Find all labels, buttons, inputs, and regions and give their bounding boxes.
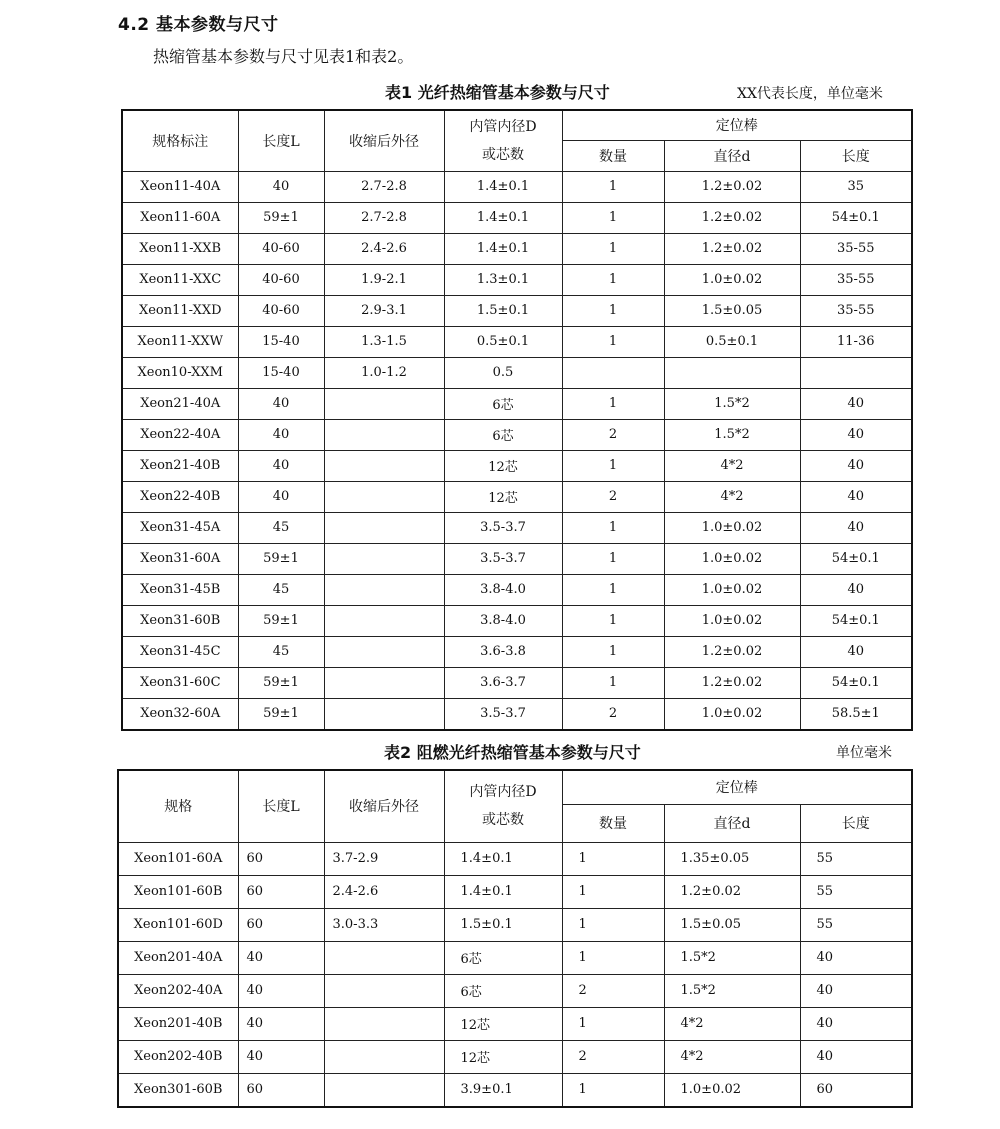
table1-cell-rod-length: 40 xyxy=(800,574,912,605)
table2-cell-inner-diameter: 1.4±0.1 xyxy=(444,842,562,875)
table1-cell-rod-diameter: 4*2 xyxy=(664,481,800,512)
table2-cell-inner-diameter: 6芯 xyxy=(444,941,562,974)
table1-cell-rod-qty: 2 xyxy=(562,698,664,730)
table1-cell-inner-diameter: 3.5-3.7 xyxy=(444,543,562,574)
table1-cell-rod-length: 40 xyxy=(800,419,912,450)
table1-cell-rod-length: 40 xyxy=(800,636,912,667)
table2-cell-outer-diameter xyxy=(324,1073,444,1107)
table1-cell-length: 40-60 xyxy=(238,295,324,326)
table1-cell-rod-diameter: 1.5*2 xyxy=(664,419,800,450)
table1-cell-outer-diameter: 2.7-2.8 xyxy=(324,171,444,202)
table1-cell-inner-diameter: 0.5±0.1 xyxy=(444,326,562,357)
table1-cell-length: 40 xyxy=(238,171,324,202)
table1-cell-length: 40 xyxy=(238,450,324,481)
table1-cell-rod-diameter xyxy=(664,357,800,388)
table1-cell-rod-diameter: 1.0±0.02 xyxy=(664,574,800,605)
table2-header-qty: 数量 xyxy=(562,804,664,842)
table1-row xyxy=(122,419,912,450)
table2-cell-length: 60 xyxy=(238,1073,324,1107)
table1-cell-rod-qty: 1 xyxy=(562,264,664,295)
table1-cell-length: 40-60 xyxy=(238,264,324,295)
table1-cell-spec: Xeon22-40B xyxy=(122,481,238,512)
table1-cell-rod-diameter: 1.2±0.02 xyxy=(664,202,800,233)
table2-cell-inner-diameter: 1.4±0.1 xyxy=(444,875,562,908)
table1-cell-length: 15-40 xyxy=(238,357,324,388)
table2-cell-spec: Xeon202-40A xyxy=(118,974,238,1007)
table1-cell-rod-qty: 1 xyxy=(562,326,664,357)
table1-row xyxy=(122,295,912,326)
table2-row xyxy=(118,842,912,875)
table1-cell-outer-diameter xyxy=(324,481,444,512)
table1-cell-outer-diameter xyxy=(324,512,444,543)
table2-row xyxy=(118,974,912,1007)
table1-cell-rod-qty: 2 xyxy=(562,481,664,512)
table1-header-spec: 规格标注 xyxy=(122,110,238,171)
table2-header-diameter: 直径d xyxy=(664,804,800,842)
table1-cell-rod-length: 35 xyxy=(800,171,912,202)
table2-row xyxy=(118,1073,912,1107)
table1-cell-rod-qty: 1 xyxy=(562,574,664,605)
table1-cell-rod-diameter: 1.0±0.02 xyxy=(664,605,800,636)
table2-unit-note: 单位毫米 xyxy=(836,745,892,761)
table1-header-length: 长度L xyxy=(238,110,324,171)
table1-cell-spec: Xeon31-45C xyxy=(122,636,238,667)
table2-cell-length: 40 xyxy=(238,941,324,974)
table2-cell-rod-length: 55 xyxy=(800,908,912,941)
table1-cell-length: 40 xyxy=(238,388,324,419)
table1-cell-inner-diameter: 3.8-4.0 xyxy=(444,574,562,605)
table1-header-diameter: 直径d xyxy=(664,140,800,171)
table2-row xyxy=(118,1007,912,1040)
table2-cell-rod-length: 55 xyxy=(800,842,912,875)
table1-header-qty: 数量 xyxy=(562,140,664,171)
table1-cell-rod-length: 35-55 xyxy=(800,233,912,264)
table1-header-outer-diameter-text: 收缩后外径 xyxy=(349,133,419,150)
table1-cell-rod-qty xyxy=(562,357,664,388)
table1-cell-length: 45 xyxy=(238,512,324,543)
table2-cell-length: 40 xyxy=(238,1007,324,1040)
table1-row xyxy=(122,512,912,543)
table1-cell-rod-length: 54±0.1 xyxy=(800,605,912,636)
table1-row xyxy=(122,171,912,202)
table1-cell-rod-length: 54±0.1 xyxy=(800,667,912,698)
table2-title: 表2 阻燃光纤热缩管基本参数与尺寸 xyxy=(384,743,641,762)
table1-cell-outer-diameter xyxy=(324,543,444,574)
table1-cell-length: 40 xyxy=(238,419,324,450)
section-heading: 4.2 基本参数与尺寸 xyxy=(118,15,279,35)
table1-row xyxy=(122,543,912,574)
table2-header-outer-diameter: 收缩后外径 xyxy=(324,770,444,842)
table1-cell-inner-diameter: 3.6-3.8 xyxy=(444,636,562,667)
table1-cell-rod-length: 54±0.1 xyxy=(800,543,912,574)
table1-cell-rod-length: 40 xyxy=(800,450,912,481)
table1-row xyxy=(122,388,912,419)
table1-cell-length: 45 xyxy=(238,636,324,667)
table1-row xyxy=(122,574,912,605)
table1-body xyxy=(122,171,912,730)
table1-cell-spec: Xeon11-XXD xyxy=(122,295,238,326)
table2-header-inner-line1: 内管内径D xyxy=(469,784,537,801)
table1-cell-outer-diameter xyxy=(324,605,444,636)
table1-cell-outer-diameter: 1.3-1.5 xyxy=(324,326,444,357)
table2-header-inner-diameter xyxy=(444,770,562,842)
table2-cell-rod-qty: 1 xyxy=(562,908,664,941)
table2-cell-spec: Xeon301-60B xyxy=(118,1073,238,1107)
table2-header-inner-line2: 或芯数 xyxy=(482,812,524,829)
table1-row xyxy=(122,667,912,698)
table2-cell-spec: Xeon101-60B xyxy=(118,875,238,908)
table2-cell-rod-length: 40 xyxy=(800,1040,912,1073)
table2-cell-rod-length: 40 xyxy=(800,974,912,1007)
table1-cell-spec: Xeon21-40B xyxy=(122,450,238,481)
table1-cell-rod-qty: 1 xyxy=(562,450,664,481)
table2-row xyxy=(118,875,912,908)
table2-cell-outer-diameter xyxy=(324,1040,444,1073)
table1-cell-rod-length: 11-36 xyxy=(800,326,912,357)
table1-cell-inner-diameter: 1.5±0.1 xyxy=(444,295,562,326)
table2-cell-rod-length: 55 xyxy=(800,875,912,908)
table1-row xyxy=(122,481,912,512)
table2-cell-rod-diameter: 1.5*2 xyxy=(664,941,800,974)
table1-cell-outer-diameter xyxy=(324,574,444,605)
table1-cell-rod-diameter: 0.5±0.1 xyxy=(664,326,800,357)
table1-cell-rod-qty: 1 xyxy=(562,667,664,698)
table1-cell-outer-diameter xyxy=(324,419,444,450)
table2-cell-spec: Xeon101-60A xyxy=(118,842,238,875)
table1-cell-inner-diameter: 0.5 xyxy=(444,357,562,388)
table2-cell-rod-qty: 1 xyxy=(562,941,664,974)
table1-cell-rod-length: 54±0.1 xyxy=(800,202,912,233)
table1-cell-rod-length: 40 xyxy=(800,481,912,512)
table2-cell-rod-qty: 1 xyxy=(562,1007,664,1040)
table2-header-spec: 规格 xyxy=(118,770,238,842)
table1-cell-inner-diameter: 6芯 xyxy=(444,419,562,450)
table1-cell-inner-diameter: 6芯 xyxy=(444,388,562,419)
table1-cell-outer-diameter: 2.7-2.8 xyxy=(324,202,444,233)
table1 xyxy=(121,109,913,731)
table1-cell-spec: Xeon31-45B xyxy=(122,574,238,605)
table1-cell-outer-diameter xyxy=(324,636,444,667)
table1-cell-rod-diameter: 1.0±0.02 xyxy=(664,512,800,543)
table1-cell-rod-diameter: 1.5±0.05 xyxy=(664,295,800,326)
table1-row xyxy=(122,264,912,295)
table1-cell-spec: Xeon11-40A xyxy=(122,171,238,202)
table2-cell-length: 60 xyxy=(238,842,324,875)
table1-cell-inner-diameter: 1.4±0.1 xyxy=(444,233,562,264)
table1-cell-spec: Xeon21-40A xyxy=(122,388,238,419)
table2-row xyxy=(118,941,912,974)
table2-cell-rod-diameter: 4*2 xyxy=(664,1007,800,1040)
table2-cell-inner-diameter: 3.9±0.1 xyxy=(444,1073,562,1107)
table2-cell-length: 40 xyxy=(238,1040,324,1073)
table2-header-rod: 定位棒 xyxy=(562,770,912,804)
table2-cell-inner-diameter: 12芯 xyxy=(444,1007,562,1040)
table1-cell-rod-length: 40 xyxy=(800,388,912,419)
table1-row xyxy=(122,326,912,357)
table2-cell-length: 40 xyxy=(238,974,324,1007)
table1-cell-inner-diameter: 1.3±0.1 xyxy=(444,264,562,295)
table1-cell-inner-diameter: 3.6-3.7 xyxy=(444,667,562,698)
table2-cell-rod-qty: 2 xyxy=(562,1040,664,1073)
table1-cell-rod-qty: 2 xyxy=(562,419,664,450)
table2-cell-outer-diameter xyxy=(324,941,444,974)
table1-cell-length: 59±1 xyxy=(238,605,324,636)
table2-cell-inner-diameter: 12芯 xyxy=(444,1040,562,1073)
table1-cell-spec: Xeon31-45A xyxy=(122,512,238,543)
table1-row xyxy=(122,698,912,730)
table1-cell-outer-diameter: 1.0-1.2 xyxy=(324,357,444,388)
table1-cell-rod-qty: 1 xyxy=(562,512,664,543)
table2-header-length: 长度L xyxy=(238,770,324,842)
table2-cell-rod-diameter: 4*2 xyxy=(664,1040,800,1073)
table1-cell-outer-diameter xyxy=(324,450,444,481)
table1-cell-rod-qty: 1 xyxy=(562,202,664,233)
table2-cell-rod-length: 40 xyxy=(800,1007,912,1040)
table1-cell-spec: Xeon11-XXB xyxy=(122,233,238,264)
table1-cell-inner-diameter: 12芯 xyxy=(444,481,562,512)
table1-cell-rod-length: 40 xyxy=(800,512,912,543)
table1-cell-inner-diameter: 3.5-3.7 xyxy=(444,698,562,730)
table2-cell-spec: Xeon201-40A xyxy=(118,941,238,974)
table1-cell-outer-diameter xyxy=(324,667,444,698)
table1-cell-length: 15-40 xyxy=(238,326,324,357)
table1-cell-spec: Xeon11-XXW xyxy=(122,326,238,357)
table1-cell-rod-diameter: 1.0±0.02 xyxy=(664,264,800,295)
table1-cell-length: 40-60 xyxy=(238,233,324,264)
table1-cell-spec: Xeon11-60A xyxy=(122,202,238,233)
table2-header-rod-length: 长度 xyxy=(800,804,912,842)
table2-cell-rod-length: 40 xyxy=(800,941,912,974)
table2-cell-rod-qty: 1 xyxy=(562,875,664,908)
table1-cell-rod-qty: 1 xyxy=(562,543,664,574)
table2-cell-rod-diameter: 1.0±0.02 xyxy=(664,1073,800,1107)
table2-cell-rod-length: 60 xyxy=(800,1073,912,1107)
table1-header-outer-diameter xyxy=(324,110,444,171)
table2-cell-spec: Xeon201-40B xyxy=(118,1007,238,1040)
table1-cell-inner-diameter: 1.4±0.1 xyxy=(444,202,562,233)
table1-cell-inner-diameter: 3.8-4.0 xyxy=(444,605,562,636)
table1-cell-rod-qty: 1 xyxy=(562,171,664,202)
table1-cell-rod-diameter: 1.0±0.02 xyxy=(664,543,800,574)
table1-row xyxy=(122,605,912,636)
table1-row xyxy=(122,450,912,481)
table2-cell-rod-diameter: 1.5*2 xyxy=(664,974,800,1007)
table2-row xyxy=(118,1040,912,1073)
table1-cell-rod-qty: 1 xyxy=(562,605,664,636)
table1-cell-outer-diameter: 1.9-2.1 xyxy=(324,264,444,295)
table1-cell-spec: Xeon10-XXM xyxy=(122,357,238,388)
table1-cell-spec: Xeon22-40A xyxy=(122,419,238,450)
table1-cell-spec: Xeon11-XXC xyxy=(122,264,238,295)
table2-cell-rod-diameter: 1.5±0.05 xyxy=(664,908,800,941)
table1-cell-outer-diameter xyxy=(324,698,444,730)
table1-cell-inner-diameter: 12芯 xyxy=(444,450,562,481)
table1-cell-inner-diameter: 3.5-3.7 xyxy=(444,512,562,543)
table2-cell-outer-diameter: 3.7-2.9 xyxy=(324,842,444,875)
table1-cell-rod-diameter: 4*2 xyxy=(664,450,800,481)
table1-header-inner-line1: 内管内径D xyxy=(469,118,537,135)
table1-cell-outer-diameter xyxy=(324,388,444,419)
table1-cell-rod-qty: 1 xyxy=(562,233,664,264)
table1-header-rod-length: 长度 xyxy=(800,140,912,171)
table1-row xyxy=(122,202,912,233)
table1-cell-outer-diameter: 2.9-3.1 xyxy=(324,295,444,326)
table1-header-inner-diameter xyxy=(444,110,562,171)
table1-cell-rod-length: 35-55 xyxy=(800,264,912,295)
table2-cell-spec: Xeon202-40B xyxy=(118,1040,238,1073)
table1-cell-rod-diameter: 1.2±0.02 xyxy=(664,667,800,698)
table2-cell-outer-diameter: 3.0-3.3 xyxy=(324,908,444,941)
table1-cell-length: 59±1 xyxy=(238,543,324,574)
table2-cell-length: 60 xyxy=(238,908,324,941)
table1-cell-rod-length: 35-55 xyxy=(800,295,912,326)
table1-cell-inner-diameter: 1.4±0.1 xyxy=(444,171,562,202)
table1-cell-spec: Xeon31-60A xyxy=(122,543,238,574)
table1-cell-spec: Xeon32-60A xyxy=(122,698,238,730)
table2-cell-inner-diameter: 1.5±0.1 xyxy=(444,908,562,941)
table1-cell-spec: Xeon31-60C xyxy=(122,667,238,698)
table1-row xyxy=(122,357,912,388)
table1-cell-rod-length: 58.5±1 xyxy=(800,698,912,730)
table1-cell-rod-diameter: 1.2±0.02 xyxy=(664,636,800,667)
table1-cell-rod-diameter: 1.2±0.02 xyxy=(664,233,800,264)
table2-cell-spec: Xeon101-60D xyxy=(118,908,238,941)
table1-title: 表1 光纤热缩管基本参数与尺寸 xyxy=(385,83,610,102)
table1-cell-rod-length xyxy=(800,357,912,388)
table2-cell-rod-qty: 1 xyxy=(562,842,664,875)
table2-cell-rod-diameter: 1.2±0.02 xyxy=(664,875,800,908)
table2-cell-rod-qty: 1 xyxy=(562,1073,664,1107)
table2-body xyxy=(118,842,912,1107)
table2 xyxy=(117,769,913,1108)
table1-cell-rod-qty: 1 xyxy=(562,295,664,326)
table1-header-rod: 定位棒 xyxy=(562,110,912,140)
table1-row xyxy=(122,233,912,264)
table2-cell-rod-diameter: 1.35±0.05 xyxy=(664,842,800,875)
table1-row xyxy=(122,636,912,667)
table1-cell-rod-qty: 1 xyxy=(562,636,664,667)
table1-cell-length: 59±1 xyxy=(238,667,324,698)
table2-cell-outer-diameter xyxy=(324,1007,444,1040)
table1-header-inner-line2: 或芯数 xyxy=(482,146,524,163)
table2-cell-length: 60 xyxy=(238,875,324,908)
table1-cell-rod-diameter: 1.2±0.02 xyxy=(664,171,800,202)
table1-cell-length: 45 xyxy=(238,574,324,605)
table2-cell-rod-qty: 2 xyxy=(562,974,664,1007)
table1-cell-rod-diameter: 1.5*2 xyxy=(664,388,800,419)
table1-cell-outer-diameter: 2.4-2.6 xyxy=(324,233,444,264)
table1-cell-length: 40 xyxy=(238,481,324,512)
table2-cell-inner-diameter: 6芯 xyxy=(444,974,562,1007)
table1-cell-length: 59±1 xyxy=(238,202,324,233)
table1-cell-length: 59±1 xyxy=(238,698,324,730)
table1-cell-rod-diameter: 1.0±0.02 xyxy=(664,698,800,730)
intro-paragraph: 热缩管基本参数与尺寸见表1和表2。 xyxy=(153,47,414,66)
table1-cell-spec: Xeon31-60B xyxy=(122,605,238,636)
table1-cell-rod-qty: 1 xyxy=(562,388,664,419)
table2-cell-outer-diameter: 2.4-2.6 xyxy=(324,875,444,908)
table2-cell-outer-diameter xyxy=(324,974,444,1007)
table2-row xyxy=(118,908,912,941)
table1-unit-note: XX代表长度，单位毫米 xyxy=(737,86,883,102)
